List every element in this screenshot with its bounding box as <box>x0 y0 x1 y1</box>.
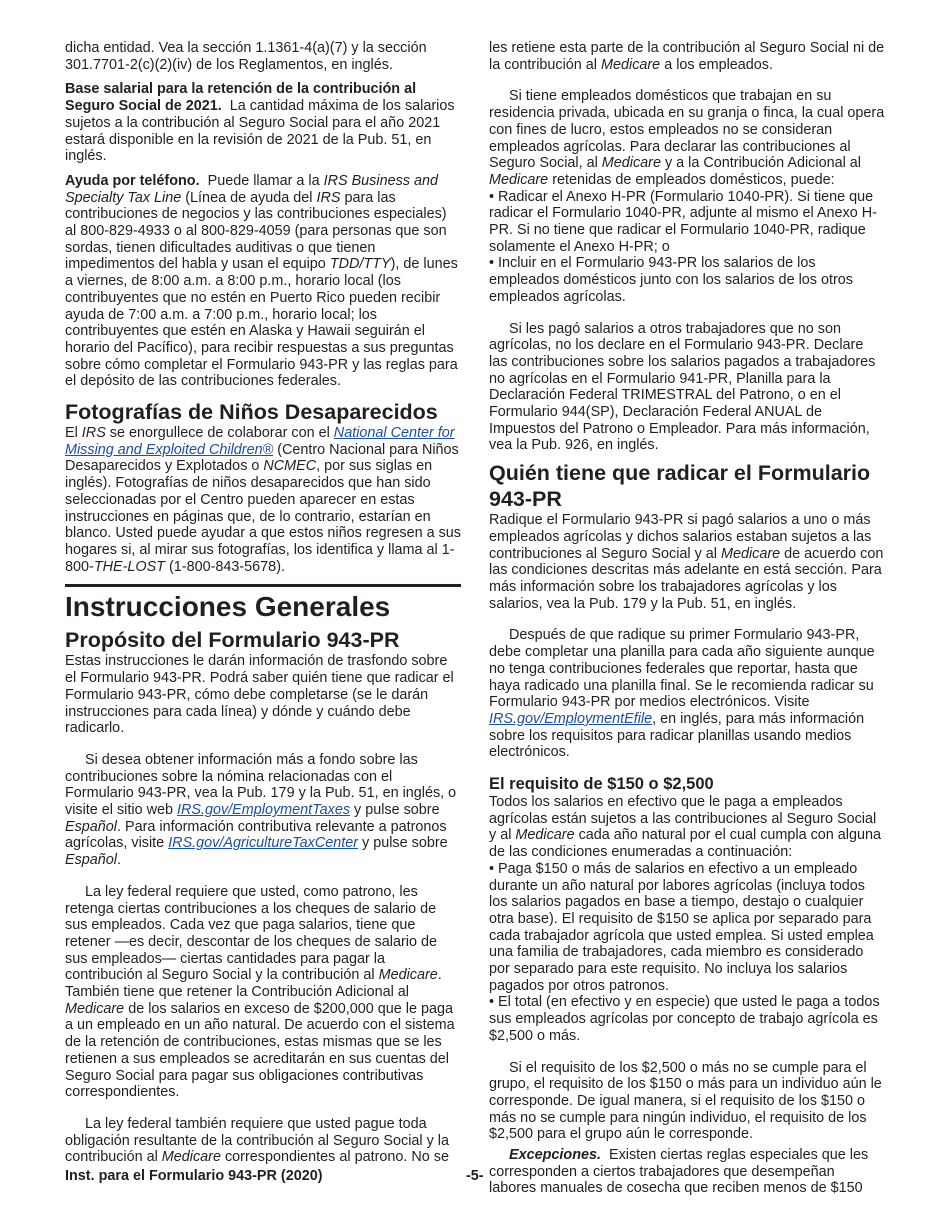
heading-fotografias: Fotografías de Niños Desaparecidos <box>65 400 438 425</box>
paragraph-requisito-grupo: Si el requisito de los $2,500 o más no se cumple para el grupo, el requisito de los $150 o más para un individuo aún le corresponde. De igual manera, si el requisito de los $150 o más no se cumple para ningún individuo, el requisito de los $2,500 para el grupo aún le corresponde. <box>489 1059 882 1143</box>
paragraph-proposito-3: La ley federal requiere que usted, como patrono, les retenga ciertas contribuciones a los cheques de salario de sus empleados. Cada vez que paga salarios, tiene que retener —es decir, descontar de los cheques de salario de sus empleados— ciertas cantidades para pagar la contribución al Seguro Social y la contribución al Medicare. También tiene que retener la Contribución Adicional al Medicare de los salarios en exceso de $200,000 que le paga a un empleado en un año natural. De acuerdo con el sistema de la retención de contribuciones, estas mismas que se les retienen a sus empleados se acreditarán en sus cuentas del Seguro Social para pagar sus obligaciones contributivas correspondientes. <box>65 883 455 1101</box>
heading-quien-radica: Quién tiene que radicar el Formulario 943-PR <box>489 461 871 512</box>
paragraph-proposito-1: Estas instrucciones le darán información de trasfondo sobre el Formulario 943-PR. Podrá saber quién tiene que radicar el Formulario 943-PR, cómo debe completarse (se le darán instrucciones para cada línea) y dónde y cuándo debe radicarlo. <box>65 653 454 737</box>
paragraph-domesticos: Si tiene empleados domésticos que trabajan en su residencia privada, ubicada en su granja o finca, la cual opera con fines de lucro, estos empleados no se consideran empleados agrícolas. Para declarar las contribuciones al Seguro Social, al Medicare y a la Contribución Adicional al Medicare retenidas de empleados domésticos, puede: <box>489 88 885 188</box>
bullet-item: • El total (en efectivo y en especie) que usted le paga a todos sus empleados agrícolas por concepto de trabajo agrícola es $2,500 o más. <box>489 994 880 1044</box>
heading-requisito: El requisito de $150 o $2,500 <box>489 775 714 794</box>
paragraph-excepciones: Excepciones. Existen ciertas reglas especiales que les corresponden a ciertos trabajadores que desempeñan labores manuales de cosecha que reciben menos de $150 <box>489 1147 869 1197</box>
footer-title: Inst. para el Formulario 943-PR (2020) <box>65 1168 323 1184</box>
bullet-item: • Incluir en el Formulario 943-PR los salarios de los empleados domésticos junto con los salarios de los otros empleados agrícolas. <box>489 255 853 305</box>
paragraph: les retiene esta parte de la contribución al Seguro Social ni de la contribución al Medicare a los empleados. <box>489 40 885 73</box>
paragraph-no-agricolas: Si les pagó salarios a otros trabajadores que no son agrícolas, no los declare en el Formulario 943-PR. Declare las contribuciones sobre los salarios pagados a trabajadores no agrícolas en el Formulario 941-PR, Planilla para la Declaración Federal TRIMESTRAL del Patrono, o en el Formulario 944(SP), Declaración Federal ANUAL de Impuestos del Patrono o Empleador. Para más información, vea la Pub. 926, en inglés. <box>489 320 876 454</box>
heading-proposito: Propósito del Formulario 943-PR <box>65 628 400 653</box>
paragraph: dicha entidad. Vea la sección 1.1361-4(a)(7) y la sección 301.7701-2(c)(2)(iv) de los Reglamentos, en inglés. <box>65 40 427 73</box>
heading-instrucciones-generales: Instrucciones Generales <box>65 591 391 623</box>
left-column <box>65 40 461 1166</box>
paragraph-proposito-4: La ley federal también requiere que usted pague toda obligación resultante de la contribución al Seguro Social y la contribución al Medicare correspondientes al patrono. No se <box>65 1115 449 1166</box>
paragraph-ayuda-telefono: Ayuda por teléfono. Puede llamar a la IRS Business and Specialty Tax Line (Línea de ayuda del IRS para las contribuciones de negocios y las contribuciones especiales) al 800-829-4933 o al 800-829-4059 (para personas que son sordas, tienen dificultades auditivas o que tienen impedimentos del habla y usan el equipo TDD/TTY), de lunes a viernes, de 8:00 a.m. a 8:00 p.m., horario local (los contribuyentes que no estén en Puerto Rico pueden recibir ayuda de 7:00 a.m. a 7:00 p.m., horario local; los contribuyentes que estén en Alaska y Hawaii seguirán el horario del Pacífico), para recibir respuestas a sus preguntas sobre cómo completar el Formulario 943-PR y las reglas para el depósito de las contribuciones federales. <box>65 172 458 390</box>
page-number: -5- <box>466 1168 484 1184</box>
employment-efile-link[interactable]: IRS.gov/EmploymentEfile <box>489 710 653 727</box>
section-divider <box>65 584 461 587</box>
paragraph-requisito: Todos los salarios en efectivo que le paga a empleados agrícolas están sujetos a las contribuciones al Seguro Social y al Medicare cada año natural por el cual cumpla con alguna de las condiciones enumeradas a continuación: <box>489 794 882 861</box>
paragraph-proposito-2: Si desea obtener información más a fondo sobre las contribuciones sobre la nómina relacionadas con el Formulario 943-PR, vea la Pub. 179 y la Pub. 51, en inglés, o visite el sitio web IRS.gov/EmploymentTaxes y pulse sobre Español. Para información contributiva relevante a patronos agrícolas, visite IRS.gov/AgricultureTaxCenter y pulse sobre Español. <box>65 751 457 869</box>
paragraph-base-salarial: Base salarial para la retención de la contribución al Seguro Social de 2021. La cantidad máxima de los salarios sujetos a la contribución al Seguro Social para el año 2021 estará disponible en la revisión de 2021 de la Pub. 51, en inglés. <box>65 81 455 165</box>
right-column <box>489 40 885 1197</box>
paragraph-despues: Después de que radique su primer Formulario 943-PR, debe completar una planilla para cada año siguiente aunque no tenga contribuciones federales que reportar, hasta que haya radicado una planilla final. Se le recomienda radicar su Formulario 943-PR por medios electrónicos. Visite IRS.gov/EmploymentEfile, en inglés, para más información sobre los requisitos para radicar planillas usando medios electrónicos. <box>489 627 875 761</box>
employment-taxes-link[interactable]: IRS.gov/EmploymentTaxes <box>176 802 351 819</box>
paragraph-quien-radica: Radique el Formulario 943-PR si pagó salarios a uno o más empleados agrícolas y dichos salarios estaban sujetos a las contribuciones al Seguro Social y al Medicare de acuerdo con las condiciones descritas más adelante en está sección. Para más información sobre los trabajadores agrícolas y los salarios, vea la Pub. 179 y la Pub. 51, en inglés. <box>489 512 884 612</box>
agriculture-tax-center-link[interactable]: IRS.gov/AgricultureTaxCenter <box>168 835 359 852</box>
ncmec-link[interactable]: National Center for Missing and Exploited Children® <box>65 425 455 458</box>
bullet-item: • Paga $150 o más de salarios en efectivo a un empleado durante un año natural por labores agrícolas (incluya todos los salarios pagados en base a tiempo, destajo o cualquier otra base). El requisito de $150 se aplica por separado para cada trabajador agrícola que usted emplea. Si usted emplea una familia de trabajadores, cada miembro es considerado por separado para este requisito. No incluya los salarios pagados por otros patronos. <box>489 860 874 994</box>
paragraph-fotografias: El IRS se enorgullece de colaborar con el National Center for Missing and Exploited Children® (Centro Nacional para Niños Desaparecidos y Explotados o NCMEC, por sus siglas en inglés). Fotografías de niños desaparecidos que han sido seleccionadas por el Centro pueden aparecer en estas instrucciones en páginas que, de lo contrario, estarían en blanco. Usted puede ayudar a que estos niños regresen a sus hogares si, al mirar sus fotografías, los identifica y llama al 1-800-THE-LOST (1-800-843-5678). <box>65 425 462 575</box>
bullet-item: • Radicar el Anexo H-PR (Formulario 1040-PR). Si tiene que radicar el Formulario 1040-PR, adjunte al mismo el Anexo H-PR. Si no tiene que radicar el Formulario 1040-PR, radique solamente el Anexo H-PR; o <box>489 188 877 255</box>
